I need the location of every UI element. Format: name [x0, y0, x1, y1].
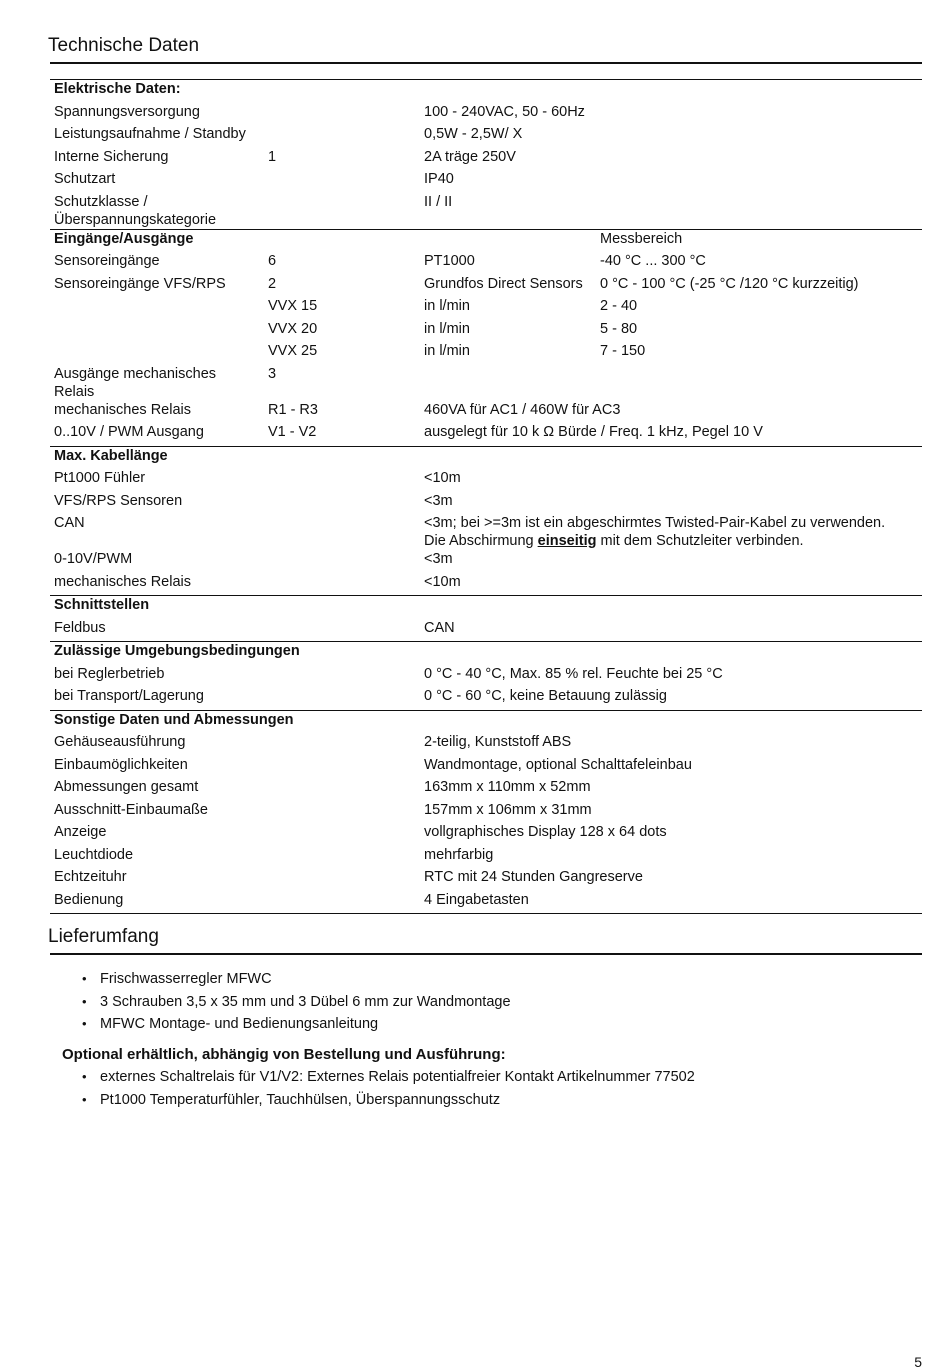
table-cell: Grundfos Direct Sensors: [424, 275, 583, 292]
table-cell: 100 - 240VAC, 50 - 60Hz: [424, 103, 585, 120]
table-cell: vollgraphisches Display 128 x 64 dots: [424, 824, 667, 840]
cell-line: [424, 532, 918, 550]
scope-list: [82, 970, 511, 1038]
heading-lieferumfang: Lieferumfang: [48, 926, 159, 947]
table-row: [50, 550, 922, 573]
section-header-row: [50, 596, 922, 619]
table-row: [50, 492, 922, 515]
section-title: Zulässige Umgebungsbedingungen: [50, 642, 596, 665]
cell-line: <3m; bei >=3m ist ein abgeschirmtes Twisted-Pair-Kabel zu verwenden.: [424, 515, 886, 531]
table-cell: [264, 778, 420, 801]
table-row: [50, 823, 922, 846]
table-cell: [420, 365, 596, 401]
table-cell: 157mm x 106mm x 31mm: [424, 801, 592, 818]
list-item: • Pt1000 Temperaturfühler, Tauchhülsen, Überspannungsschutz: [82, 1091, 695, 1114]
table-cell: 3: [268, 365, 277, 382]
table-cell: 6: [268, 253, 277, 269]
table-row: [50, 252, 922, 275]
table-row: [50, 125, 922, 148]
table-cell: [596, 365, 922, 401]
table-cell: bei Reglerbetrieb: [54, 665, 165, 682]
list-item: • Frischwasserregler MFWC: [82, 970, 511, 993]
table-cell: <3m: [424, 492, 453, 509]
table-cell: Abmessungen gesamt: [54, 779, 199, 795]
table-row: [50, 365, 922, 401]
table-row: [50, 846, 922, 869]
table-cell: [264, 125, 420, 148]
table-cell: 460VA für AC1 / 460W für AC3: [424, 401, 621, 418]
section-column-header: Messbereich: [596, 229, 922, 252]
table-cell: <10m: [424, 470, 461, 486]
table-cell: II / II: [424, 193, 453, 210]
table-cell: Feldbus: [54, 619, 106, 636]
table-cell: 2A träge 250V: [424, 148, 516, 165]
cell-text: Die Abschirmung: [424, 533, 538, 549]
table-row: [50, 193, 922, 230]
table-row: [50, 342, 922, 365]
table-cell: [264, 573, 420, 596]
table-cell: [264, 756, 420, 779]
table-row: [50, 665, 922, 688]
table-cell: bei Transport/Lagerung: [54, 688, 204, 704]
table-cell: [264, 823, 420, 846]
table-cell: [264, 801, 420, 824]
table-cell: <10m: [424, 573, 461, 590]
table-cell: [50, 297, 264, 320]
table-cell: RTC mit 24 Stunden Gangreserve: [424, 869, 643, 885]
section-title: Sonstige Daten und Abmessungen: [50, 710, 596, 733]
table-cell: [264, 170, 420, 193]
table-row: [50, 103, 922, 126]
heading-technische-daten: Technische Daten: [48, 35, 200, 56]
table-cell: R1 - R3: [268, 401, 318, 418]
table-cell: ausgelegt für 10 k Ω Bürde / Freq. 1 kHz, Pegel 10 V: [424, 424, 763, 440]
section-header-row: [50, 446, 922, 469]
table-cell: 5 - 80: [600, 320, 638, 337]
spec-table-body: [50, 80, 922, 914]
spec-table: [50, 79, 922, 914]
section-title: Eingänge/Ausgänge: [50, 229, 596, 252]
table-row: [50, 401, 922, 424]
table-row: [50, 423, 922, 446]
section-title: Schnittstellen: [50, 596, 596, 619]
page-number: 5: [914, 1354, 922, 1370]
section-title: Elektrische Daten:: [50, 80, 596, 103]
table-cell: [420, 514, 922, 550]
table-cell: 0,5W - 2,5W/ X: [424, 126, 523, 142]
table-cell: Pt1000 Fühler: [54, 470, 146, 486]
table-cell: VVX 15: [268, 298, 318, 314]
table-cell: in l/min: [424, 343, 470, 359]
table-row: [50, 801, 922, 824]
section-column-header: [596, 596, 922, 619]
heading-rule: [50, 953, 922, 955]
table-row: [50, 514, 922, 550]
table-row: [50, 275, 922, 298]
table-cell: 1: [268, 148, 277, 165]
table-cell: [264, 193, 420, 230]
table-cell: mechanisches Relais: [54, 573, 192, 590]
table-cell: [264, 846, 420, 869]
table-cell: VVX 25: [268, 343, 318, 359]
table-cell: 2 - 40: [600, 298, 638, 314]
table-cell: Ausgänge mechanisches Relais: [54, 365, 217, 400]
table-row: [50, 170, 922, 193]
optional-list: [82, 1068, 695, 1113]
table-cell: Sensoreingänge VFS/RPS: [54, 275, 226, 292]
list-item: • MFWC Montage- und Bedienungsanleitung: [82, 1015, 511, 1038]
table-cell: 2: [268, 275, 277, 292]
table-cell: Wandmontage, optional Schalttafeleinbau: [424, 756, 692, 773]
table-cell: [264, 514, 420, 550]
table-row: [50, 573, 922, 596]
table-row: [50, 868, 922, 891]
table-cell: mechanisches Relais: [54, 401, 192, 418]
cell-text: mit dem Schutzleiter verbinden.: [596, 533, 804, 549]
table-cell: [264, 492, 420, 515]
emphasis-text: einseitig: [537, 533, 597, 549]
table-cell: Ausschnitt-Einbaumaße: [54, 801, 208, 818]
table-cell: Interne Sicherung: [54, 148, 169, 165]
table-cell: PT1000: [424, 253, 475, 269]
section-header-row: [50, 710, 922, 733]
table-cell: [264, 891, 420, 914]
table-cell: [264, 550, 420, 573]
table-cell: 0 °C - 40 °C, Max. 85 % rel. Feuchte bei 25 °C: [424, 665, 723, 682]
table-row: [50, 297, 922, 320]
section-header-row: [50, 642, 922, 665]
table-cell: <3m: [424, 551, 453, 567]
table-cell: -40 °C ... 300 °C: [600, 253, 706, 269]
table-cell: IP40: [424, 171, 454, 187]
table-cell: Gehäuseausführung: [54, 734, 186, 750]
table-row: [50, 756, 922, 779]
table-cell: [264, 868, 420, 891]
section-column-header: [596, 80, 922, 103]
table-cell: CAN: [424, 619, 455, 636]
table-cell: in l/min: [424, 298, 470, 314]
table-row: [50, 320, 922, 343]
section-header-row: [50, 80, 922, 103]
table-cell: 0-10V/PWM: [54, 551, 133, 567]
table-cell: 7 - 150: [600, 343, 646, 359]
table-cell: Schutzart: [54, 171, 116, 187]
table-cell: [50, 320, 264, 343]
optional-heading: Optional erhältlich, abhängig von Bestellung und Ausführung:: [62, 1046, 506, 1063]
table-row: [50, 619, 922, 642]
table-cell: mehrfarbig: [424, 846, 494, 863]
table-cell: 163mm x 110mm x 52mm: [424, 779, 591, 795]
table-cell: Sensoreingänge: [54, 253, 160, 269]
table-cell: 2-teilig, Kunststoff ABS: [424, 734, 572, 750]
list-item: • externes Schaltrelais für V1/V2: Externes Relais potentialfreier Kontakt Artikelnummer 77502: [82, 1068, 695, 1091]
section-column-header: [596, 642, 922, 665]
section-header-row: [50, 229, 922, 252]
table-cell: [264, 687, 420, 710]
table-cell: 4 Eingabetasten: [420, 891, 922, 914]
table-cell: [264, 665, 420, 688]
table-cell: VFS/RPS Sensoren: [54, 492, 183, 509]
section-column-header: [596, 710, 922, 733]
heading-rule: [50, 62, 922, 64]
table-cell: [50, 342, 264, 365]
table-row: [50, 891, 922, 914]
list-item: • 3 Schrauben 3,5 x 35 mm und 3 Dübel 6 mm zur Wandmontage: [82, 993, 511, 1016]
table-row: [50, 778, 922, 801]
table-cell: [264, 103, 420, 126]
section-column-header: [596, 446, 922, 469]
table-cell: Spannungsversorgung: [54, 103, 200, 120]
table-cell: [264, 619, 420, 642]
table-row: [50, 469, 922, 492]
table-cell: V1 - V2: [268, 424, 317, 440]
table-cell: 0 °C - 60 °C, keine Betauung zulässig: [424, 688, 667, 704]
table-cell: 0 °C - 100 °C (-25 °C /120 °C kurzzeitig): [600, 275, 859, 292]
table-row: [50, 687, 922, 710]
table-row: [50, 733, 922, 756]
table-cell: Echtzeituhr: [54, 869, 127, 885]
table-cell: VVX 20: [268, 320, 318, 337]
table-cell: Schutzklasse / Überspannungskategorie: [54, 193, 217, 228]
table-cell: Anzeige: [54, 824, 107, 840]
table-cell: Bedienung: [50, 891, 264, 914]
table-cell: 0..10V / PWM Ausgang: [54, 424, 204, 440]
table-cell: [264, 469, 420, 492]
table-cell: in l/min: [424, 320, 470, 337]
table-cell: CAN: [54, 515, 85, 531]
table-cell: Leistungsaufnahme / Standby: [54, 126, 246, 142]
section-title: Max. Kabellänge: [50, 446, 596, 469]
table-row: [50, 148, 922, 171]
table-cell: Leuchtdiode: [54, 846, 134, 863]
table-cell: Einbaumöglichkeiten: [54, 756, 188, 773]
table-cell: [264, 733, 420, 756]
